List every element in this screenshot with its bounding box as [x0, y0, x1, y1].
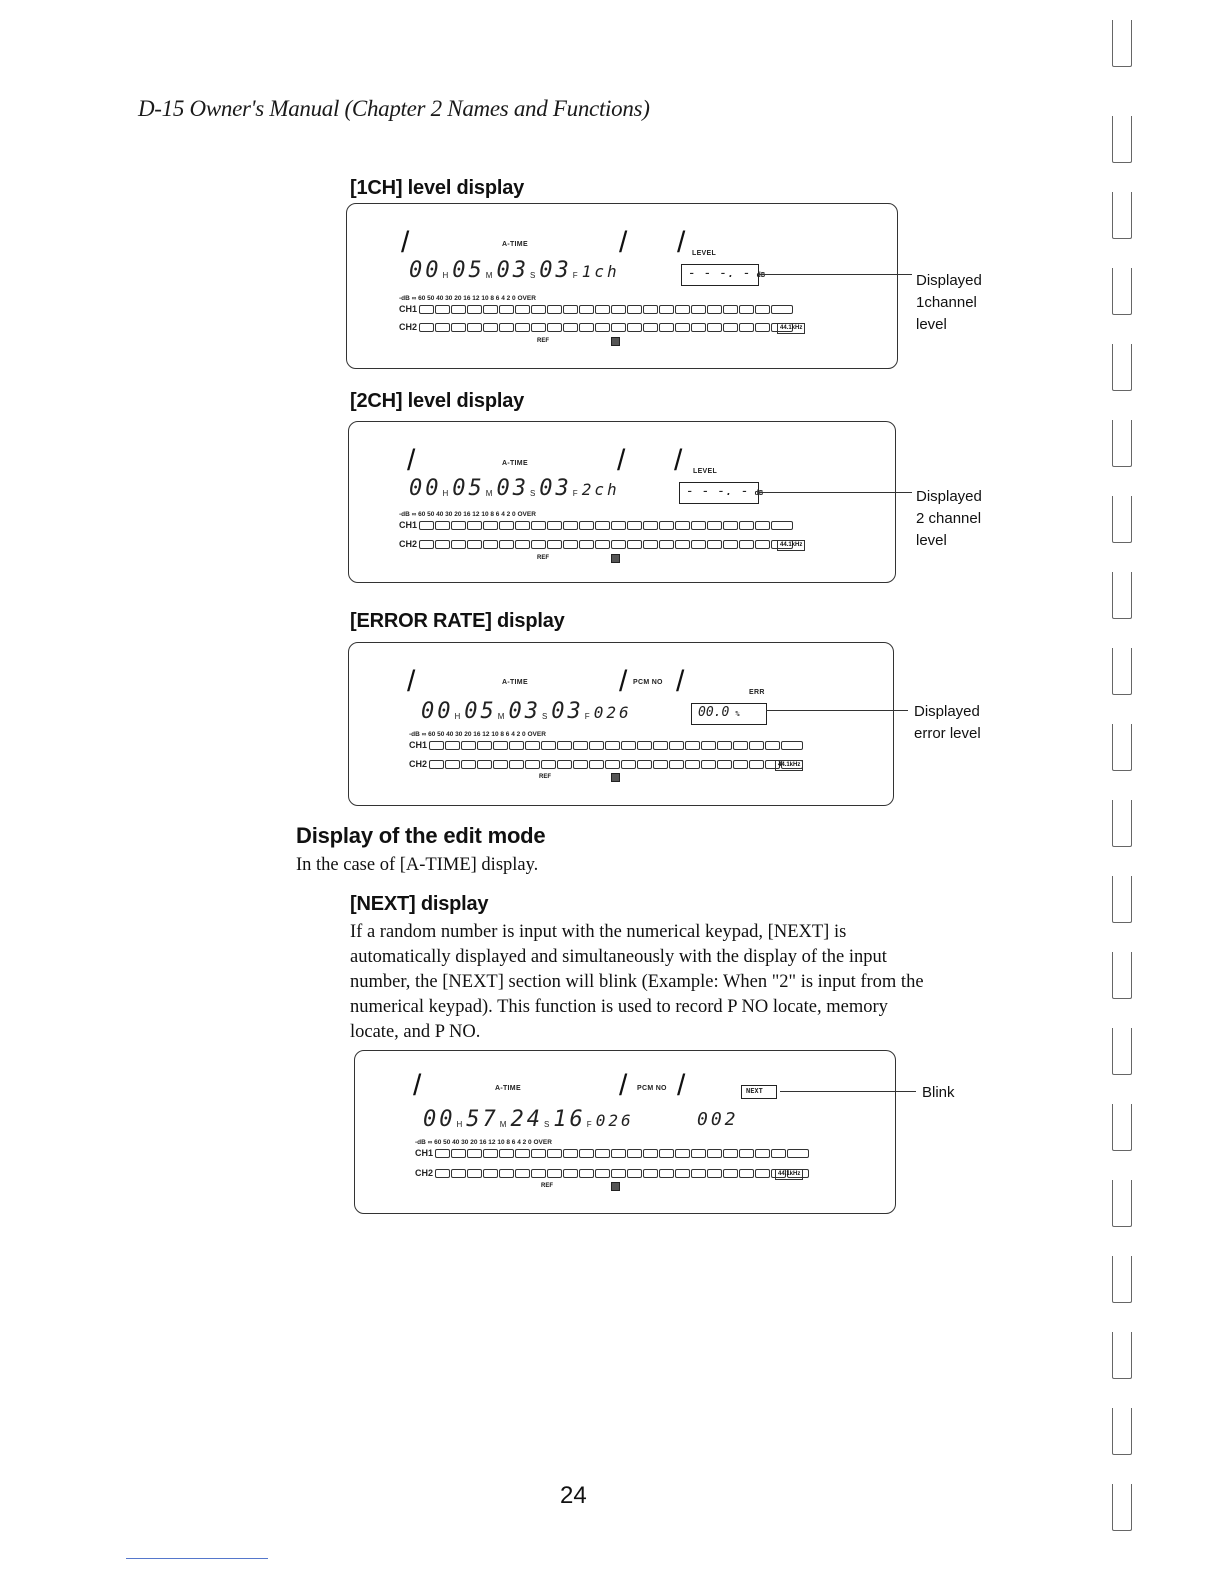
db-scale: -dB ∞ 60 50 40 30 20 16 12 10 8 6 4 2 0 OVER: [409, 731, 546, 738]
time-readout: $00_H$ $05_M$ $03_S$ $03_F$ 2ch: [409, 476, 620, 501]
pcm-no-label: PCM NO: [633, 679, 663, 686]
ch1-label: CH1: [399, 520, 418, 530]
level-label: LEVEL: [692, 250, 717, 257]
ch2-meter: [435, 1169, 809, 1178]
footer-rule: [126, 1558, 268, 1559]
pcm-no-label: PCM NO: [637, 1085, 667, 1092]
err-callout: Displayed error level: [914, 703, 981, 742]
page-number: 24: [560, 1482, 587, 1509]
level-field: - - -. - dB: [679, 482, 759, 504]
ch2-label: CH2: [409, 759, 428, 769]
ch2-meter: [429, 760, 803, 769]
err-lcd-panel: / A-TIME / PCM NO / ERR $00_H$ $05_M$ $03_S$ $03_F$ 026 00.0 % -dB ∞ 60 50 40 30 20 16 12 10 8 6 4 2 0 OVER CH1 CH2 44.1kHz REF: [348, 642, 894, 806]
time-readout: $00_H$ $05_M$ $03_S$ $03_F$ 1ch: [409, 258, 620, 283]
next-paragraph: If a random number is input with the numerical keypad, [NEXT] is automatically displayed and simultaneously with the display of the input number, the [NEXT] section will blink (Example: When "2" is input from the numerical keypad). This function is used to record P NO locate, memory locate, and P NO.: [350, 922, 924, 1042]
callout-leader: [758, 274, 912, 275]
status-square-icon: [611, 773, 620, 782]
ch2-meter: [419, 323, 793, 332]
atime-label: A-TIME: [502, 679, 528, 686]
callout-leader: [758, 492, 912, 493]
status-square-icon: [611, 337, 620, 346]
running-header: D-15 Owner's Manual (Chapter 2 Names and Functions): [138, 96, 650, 121]
ref-label: REF: [537, 338, 549, 344]
ch1-label: CH1: [399, 304, 418, 314]
edit-mode-heading: Display of the edit mode: [296, 823, 546, 848]
atime-label: A-TIME: [502, 460, 528, 467]
callout-leader: [766, 710, 908, 711]
level-label: LEVEL: [693, 468, 718, 475]
db-scale: -dB ∞ 60 50 40 30 20 16 12 10 8 6 4 2 0 OVER: [399, 295, 536, 302]
ch2-label: CH2: [399, 322, 418, 332]
time-readout: $00_H$ $57_M$ $24_S$ $16_F$ 026: [423, 1107, 634, 1132]
ch2-meter: [419, 540, 793, 549]
ch1-meter: [435, 1149, 809, 1158]
ref-label: REF: [537, 555, 549, 561]
ch2-title: [2CH] level display: [350, 390, 525, 412]
edit-mode-intro: In the case of [A-TIME] display.: [296, 855, 539, 875]
error-field: 00.0 %: [691, 703, 767, 725]
status-square-icon: [611, 554, 620, 563]
ch2-label: CH2: [399, 539, 418, 549]
status-square-icon: [611, 1182, 620, 1191]
time-readout: $00_H$ $05_M$ $03_S$ $03_F$ 026: [421, 699, 632, 724]
level-field: - - -. - dB: [681, 264, 759, 286]
db-scale: -dB ∞ 60 50 40 30 20 16 12 10 8 6 4 2 0 OVER: [399, 511, 536, 518]
ref-label: REF: [539, 774, 551, 780]
callout-leader: [780, 1091, 916, 1092]
ch2-lcd-panel: / A-TIME / / LEVEL $00_H$ $05_M$ $03_S$ $03_F$ 2ch - - -. - dB -dB ∞ 60 50 40 30 20 16 12 10 8 6 4 2 0 OVER CH1 CH2 44.1kHz REF: [348, 421, 896, 583]
atime-label: A-TIME: [495, 1085, 521, 1092]
input-number: 002: [697, 1109, 739, 1130]
db-scale: -dB ∞ 60 50 40 30 20 16 12 10 8 6 4 2 0 OVER: [415, 1139, 552, 1146]
next-lcd-panel: / A-TIME / PCM NO / NEXT $00_H$ $57_M$ $24_S$ $16_F$ 026 002 -dB ∞ 60 50 40 30 20 16 12 10 8 6 4 2 0 OVER CH1 CH2 44.1kHz REF: [354, 1050, 896, 1214]
freq-badge: 44.1kHz: [775, 760, 803, 771]
ch1-title: [1CH] level display: [350, 177, 525, 199]
ch1-meter: [429, 741, 803, 750]
ch1-meter: [419, 521, 793, 530]
atime-label: A-TIME: [502, 241, 528, 248]
err-title: [ERROR RATE] display: [350, 610, 565, 632]
ch1-label: CH1: [415, 1148, 434, 1158]
freq-badge: 44.1kHz: [777, 323, 805, 334]
next-indicator: NEXT: [741, 1085, 777, 1099]
ch2-label: CH2: [415, 1168, 434, 1178]
ch1-callout: Displayed 1channel level: [916, 272, 982, 333]
ch1-label: CH1: [409, 740, 428, 750]
freq-badge: 44.1kHz: [775, 1169, 803, 1180]
next-callout: Blink: [922, 1084, 955, 1101]
binding-marks: [1108, 20, 1138, 1540]
freq-badge: 44.1kHz: [777, 540, 805, 551]
ch1-lcd-panel: / A-TIME / / LEVEL $00_H$ $05_M$ $03_S$ $03_F$ 1ch - - -. - dB -dB ∞ 60 50 40 30 20 16 12 10 8 6 4 2 0 OVER CH1 CH2 44.1kHz REF: [346, 203, 898, 369]
ch2-callout: Displayed 2 channel level: [916, 488, 982, 549]
ch1-meter: [419, 305, 793, 314]
next-title: [NEXT] display: [350, 893, 489, 915]
err-label: ERR: [749, 689, 765, 696]
ref-label: REF: [541, 1183, 553, 1189]
